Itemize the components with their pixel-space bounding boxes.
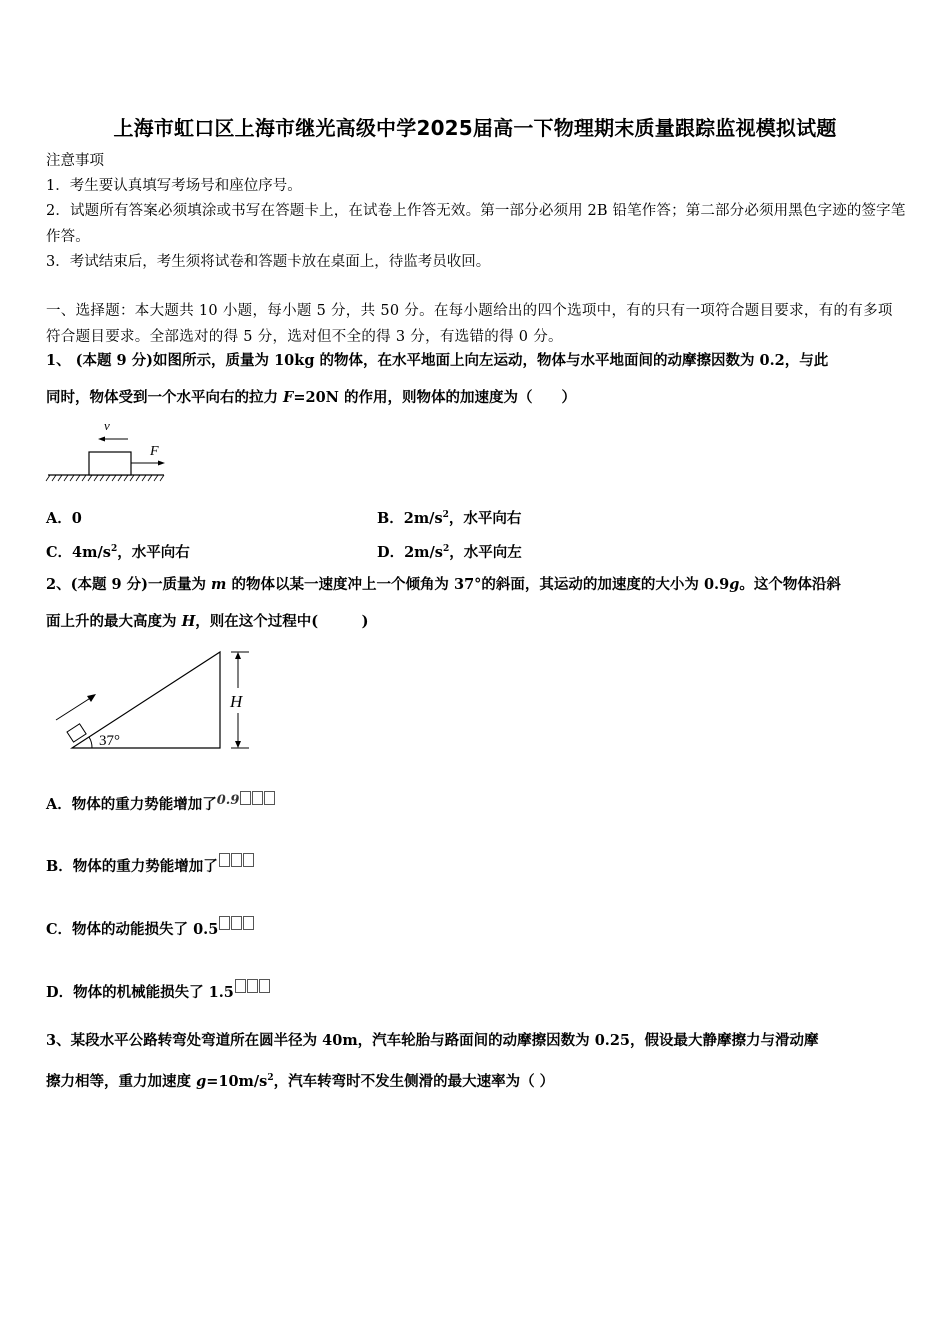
height-label: H bbox=[230, 692, 243, 711]
q3-stem-line2: 擦力相等，重力加速度 $g=10m/s^2$，汽车转弯时不发生侧滑的最大速率为（ ） bbox=[46, 1072, 555, 1090]
q1-option-d[interactable]: D．$2m/s^2$，水平向左 bbox=[377, 544, 522, 561]
notice-item-2: 2．试题所有答案必须填涂或书写在答题卡上，在试卷上作答无效。第一部分必须用 2B 铅笔作答；第二部分必须用黑色字迹的签字笔作答。 bbox=[46, 203, 906, 245]
q1-figure bbox=[44, 416, 174, 486]
q2-option-d[interactable]: D．物体的机械能损失了 1.5 bbox=[46, 979, 270, 1002]
velocity-label: v bbox=[104, 418, 110, 433]
q1-stem-line2: 同时，物体受到一个水平向右的拉力 F=20N 的作用，则物体的加速度为（ ） bbox=[46, 389, 576, 406]
q3-stem-line1: 3、某段水平公路转弯处弯道所在圆半径为 40m，汽车轮胎与路面间的动摩擦因数为 0.25，假设最大静摩擦力与滑动摩 bbox=[46, 1032, 819, 1049]
block bbox=[67, 724, 86, 742]
page-title: 上海市虹口区上海市继光高级中学2025届高一下物理期末质量跟踪监视模拟试题 bbox=[113, 116, 837, 140]
q2-option-b[interactable]: B．物体的重力势能增加了 bbox=[46, 853, 254, 876]
q1-option-a[interactable]: A．0 bbox=[46, 510, 82, 527]
force-label: F bbox=[150, 444, 159, 459]
q2-option-a[interactable]: A．物体的重力势能增加了0.9 bbox=[46, 791, 275, 814]
q2-stem-line2: 面上升的最大高度为 H，则在这个过程中( ) bbox=[46, 613, 369, 630]
q2-figure bbox=[50, 646, 260, 756]
notice-item-1: 1．考生要认真填写考场号和座位序号。 bbox=[46, 178, 302, 194]
block bbox=[89, 452, 131, 475]
q1-option-b[interactable]: B．$2m/s^2$，水平向右 bbox=[377, 510, 522, 527]
notice-heading: 注意事项 bbox=[46, 153, 104, 169]
q2-stem-line1: 2、(本题 9 分)一质量为 m 的物体以某一速度冲上一个倾角为 37°的斜面，其运动的加速度的大小为 0.9g。这个物体沿斜 bbox=[46, 576, 841, 593]
q1-stem-line1: 1、 (本题 9 分)如图所示，质量为 10kg 的物体，在水平地面上向左运动，物体与水平地面间的动摩擦因数为 0.2，与此 bbox=[46, 352, 829, 369]
notice-item-3: 3．考试结束后，考生须将试卷和答题卡放在桌面上，待监考员收回。 bbox=[46, 254, 491, 270]
q1-option-c[interactable]: C．$4m/s^2$，水平向右 bbox=[46, 544, 190, 561]
section-instructions: 一、选择题：本大题共 10 小题，每小题 5 分，共 50 分。在每小题给出的四个选项中，有的只有一项符合题目要求，有的有多项符合题目要求。全部选对的得 5 分，选对但不全的得 3 分，有选错的得 0 分。 bbox=[46, 303, 893, 345]
incline bbox=[72, 652, 220, 748]
angle-label: 37° bbox=[99, 733, 120, 749]
q2-option-c[interactable]: C．物体的动能损失了 0.5 bbox=[46, 916, 254, 939]
